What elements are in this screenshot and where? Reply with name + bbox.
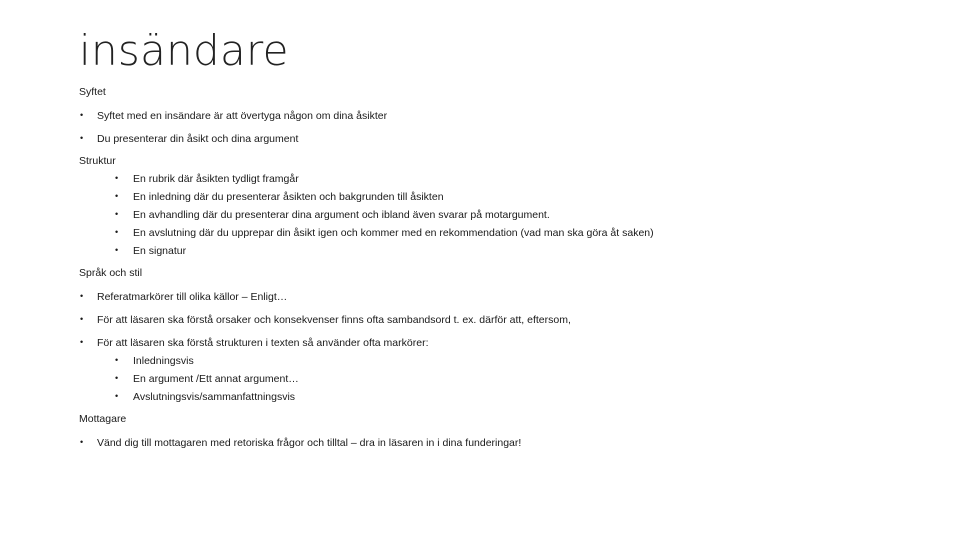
term: En signatur — [133, 245, 187, 257]
list-item-text: Vänd dig till mottagaren med retoriska frågor och tilltal – dra in läsaren in i dina funderingar! — [97, 437, 522, 449]
list-item-text: Avslutningsvis/sammanfattningsvis — [133, 391, 296, 403]
bullet-icon: • — [115, 373, 119, 383]
heading-syftet: Syftet — [79, 86, 106, 98]
list-item-text — [133, 209, 550, 221]
term: En avhandling — [133, 209, 200, 221]
term-rest: där du upprepar din åsikt igen och kommer med en rekommendation (vad man ska göra åt saken) — [196, 227, 654, 239]
bullet-icon: • — [115, 209, 119, 219]
term: En avslutning — [133, 227, 197, 239]
heading-struktur: Struktur — [79, 155, 116, 167]
list-item-text — [133, 191, 444, 203]
term: En inledning — [133, 191, 191, 203]
heading-sprak-och-stil: Språk och stil — [79, 267, 143, 279]
list-item-text — [133, 227, 654, 239]
list-item-text: Inledningsvis — [133, 355, 194, 367]
page-title: insändare — [79, 26, 289, 75]
list-item-text — [133, 173, 299, 185]
bullet-icon: • — [115, 355, 119, 365]
term-rest: där åsikten tydligt framgår — [175, 173, 299, 185]
heading-mottagare: Mottagare — [79, 413, 127, 425]
list-item-text: För att läsaren ska förstå orsaker och konsekvenser finns ofta sambandsord t. ex. därför att, eftersom, — [97, 314, 571, 326]
bullet-icon: • — [80, 314, 84, 324]
bullet-icon: • — [80, 110, 84, 120]
bullet-icon: • — [115, 245, 119, 255]
list-item-text: En argument /Ett annat argument… — [133, 373, 299, 385]
list-item-text: Du presenterar din åsikt och dina argument — [97, 133, 299, 145]
bullet-icon: • — [115, 227, 119, 237]
bullet-icon: • — [115, 391, 119, 401]
term-rest: där du presenterar dina argument och ibland även svarar på motargument. — [199, 209, 550, 221]
list-item-text: Syftet med en insändare är att övertyga någon om dina åsikter — [97, 110, 388, 122]
bullet-icon: • — [115, 173, 119, 183]
term-rest: där du presenterar åsikten och bakgrunden till åsikten — [190, 191, 444, 203]
list-item-text — [133, 245, 186, 257]
list-item-text: Referatmarkörer till olika källor – Enligt… — [97, 291, 288, 303]
term: En rubrik — [133, 173, 176, 185]
bullet-icon: • — [80, 437, 84, 447]
list-item-text: För att läsaren ska förstå strukturen i texten så använder ofta markörer: — [97, 337, 429, 349]
bullet-icon: • — [80, 133, 84, 143]
bullet-icon: • — [80, 337, 84, 347]
bullet-icon: • — [115, 191, 119, 201]
bullet-icon: • — [80, 291, 84, 301]
